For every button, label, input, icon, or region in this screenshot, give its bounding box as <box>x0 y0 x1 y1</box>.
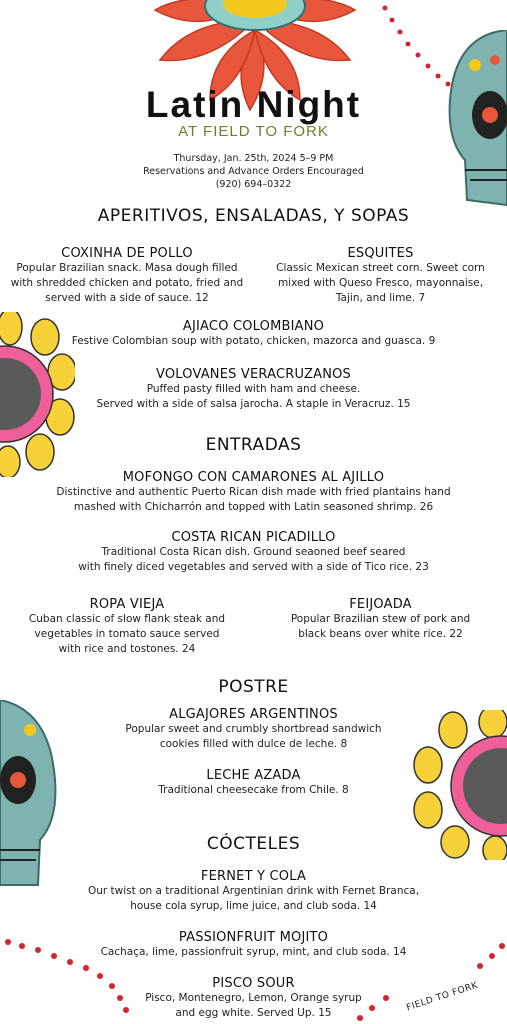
menu-item-mojito <box>0 930 507 960</box>
item-desc: served with a side of sauce. 12 <box>45 292 209 304</box>
item-name: ALGAJORES ARGENTINOS <box>169 707 338 722</box>
item-desc: Served with a side of salsa jarocha. A staple in Veracruz. 15 <box>96 398 411 410</box>
menu-item-mofongo <box>0 470 507 515</box>
item-desc: Puffed pasty filled with ham and cheese. <box>146 383 361 395</box>
item-desc: Classic Mexican street corn. Sweet corn <box>276 262 485 274</box>
item-desc: Distinctive and authentic Puerto Rican dish made with fried plantains hand <box>56 486 451 498</box>
item-desc: vegetables in tomato sauce served <box>34 628 220 640</box>
item-desc: Cachaça, lime, passionfruit syrup, mint, and club soda. 14 <box>100 946 407 958</box>
section-title-entradas: ENTRADAS <box>205 435 302 455</box>
item-desc: Traditional Costa Rican dish. Ground seaoned beef seared <box>101 546 406 558</box>
item-desc: Popular Brazilian stew of pork and <box>290 613 471 625</box>
item-desc: Festive Colombian soup with potato, chicken, mazorca and guasca. 9 <box>71 335 436 347</box>
item-desc: Popular Brazilian snack. Masa dough filled <box>16 262 238 274</box>
item-desc: black beans over white rice. 22 <box>298 628 463 640</box>
item-desc: cookies filled with dulce de leche. 8 <box>159 738 348 750</box>
menu-item-coxinha <box>0 246 254 306</box>
section-title-cocteles: CÓCTELES <box>206 834 301 854</box>
item-desc: with finely diced vegetables and served with a side of Tico rice. 23 <box>78 561 429 573</box>
menu-item-volovanes <box>0 367 507 412</box>
item-desc: house cola syrup, lime juice, and club soda. 14 <box>130 900 377 912</box>
item-name: PISCO SOUR <box>212 976 295 991</box>
item-name: COSTA RICAN PICADILLO <box>171 530 336 545</box>
item-name: FEIJOADA <box>349 597 412 612</box>
menu-item-ajiaco <box>0 319 507 349</box>
menu-item-fernet <box>0 869 507 914</box>
item-desc: Our twist on a traditional Argentinian drink with Fernet Branca, <box>87 885 420 897</box>
item-desc: mixed with Queso Fresco, mayonnaise, <box>277 277 484 289</box>
item-desc: and egg white. Served Up. 15 <box>175 1007 332 1019</box>
item-name: AJIACO COLOMBIANO <box>182 319 325 334</box>
item-name: MOFONGO CON CAMARONES AL AJILLO <box>122 470 385 485</box>
reservations-note: Reservations and Advance Orders Encouraged <box>143 166 364 177</box>
menu-item-algajores <box>0 707 507 752</box>
section-title-postre: POSTRE <box>218 677 289 697</box>
item-name: FERNET Y COLA <box>200 869 307 884</box>
footer-logo-text: FIELD TO FORK <box>405 980 480 1014</box>
item-name: ROPA VIEJA <box>89 597 165 612</box>
item-name: ESQUITES <box>347 246 414 261</box>
menu-item-feijoada <box>254 597 507 642</box>
item-desc: with rice and tostones. 24 <box>58 643 196 655</box>
item-name: LECHE AZADA <box>206 768 301 783</box>
item-desc: Pisco, Montenegro, Lemon, Orange syrup <box>145 992 362 1004</box>
item-name: COXINHA DE POLLO <box>61 246 193 261</box>
menu-item-ropa-vieja <box>0 597 254 657</box>
item-name: VOLOVANES VERACRUZANOS <box>155 367 352 382</box>
page-subtitle: AT FIELD TO FORK <box>178 123 329 140</box>
item-desc: mashed with Chicharrón and topped with Latin seasoned shrimp. 26 <box>73 501 434 513</box>
section-title-aperitivos: APERITIVOS, ENSALADAS, Y SOPAS <box>97 206 410 226</box>
page-title: Latin Night <box>145 84 362 125</box>
item-desc: Traditional cheesecake from Chile. 8 <box>158 784 349 796</box>
menu-item-picadillo <box>0 530 507 575</box>
phone-number: (920) 694–0322 <box>215 179 292 190</box>
item-desc: Popular sweet and crumbly shortbread sandwich <box>125 723 382 735</box>
menu-item-leche-azada <box>0 768 507 798</box>
item-desc: with shredded chicken and potato, fried and <box>10 277 244 289</box>
item-desc: Cuban classic of slow flank steak and <box>28 613 226 625</box>
item-desc: Tajin, and lime. 7 <box>335 292 426 304</box>
event-date: Thursday, Jan. 25th, 2024 5–9 PM <box>173 153 334 164</box>
menu-item-esquites <box>254 246 507 306</box>
item-name: PASSIONFRUIT MOJITO <box>178 930 329 945</box>
